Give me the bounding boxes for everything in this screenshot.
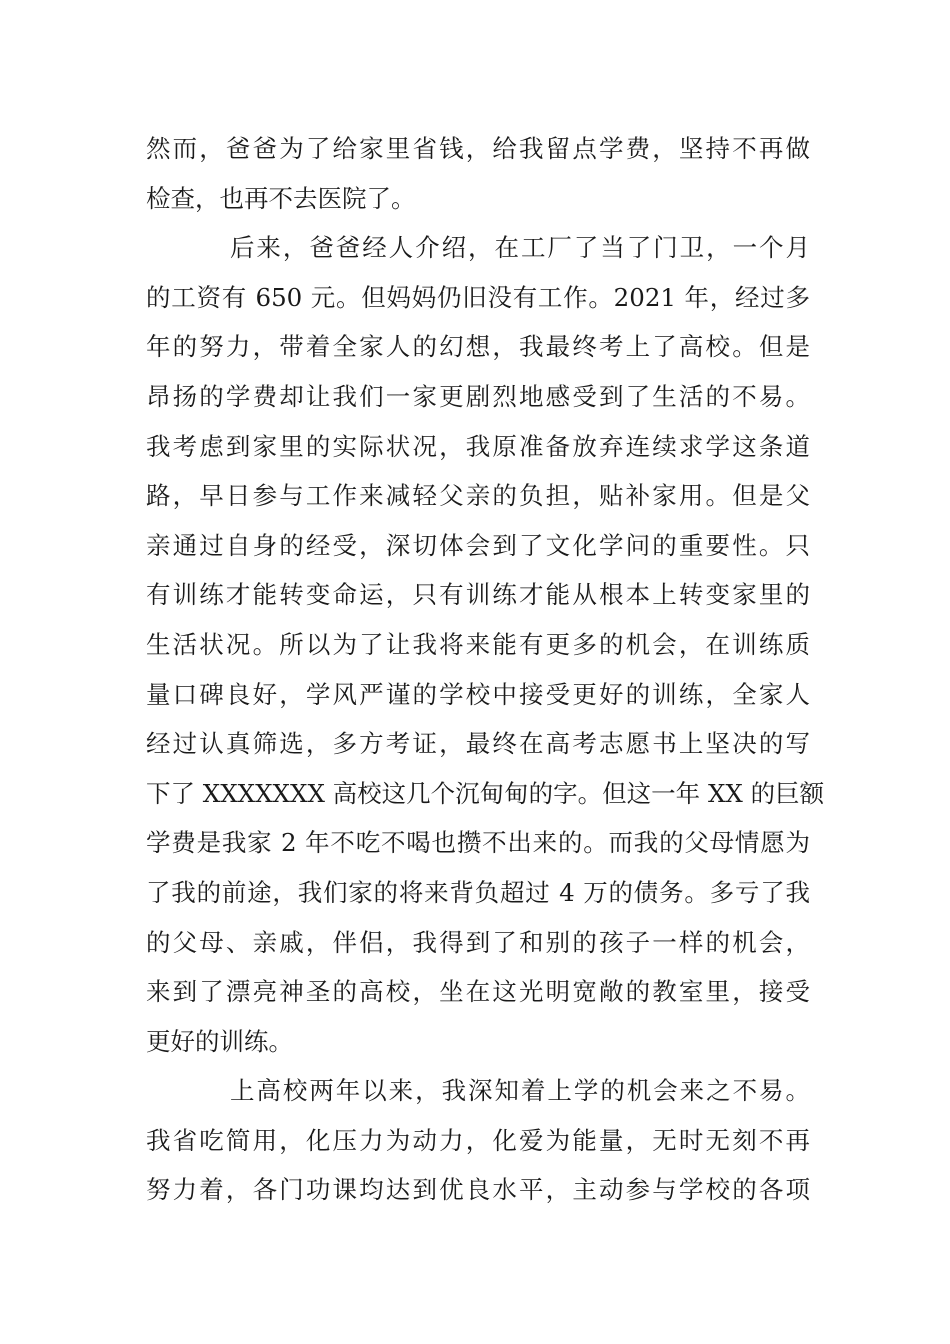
text-line: 来到了漂亮神圣的高校，坐在这光明宽敞的教室里，接受 xyxy=(146,977,810,1007)
document-page xyxy=(146,124,825,1215)
text-line-content: 后来，爸爸经人介绍，在工厂了当了门卫，一个月 xyxy=(228,233,810,263)
paragraph-1 xyxy=(146,124,810,223)
text-line: 年的努力，带着全家人的幻想，我最终考上了高校。但是 xyxy=(146,332,810,362)
text-line: 亲通过自身的经受，深切体会到了文化学问的重要性。只 xyxy=(146,530,810,560)
text-line: 生活状况。所以为了让我将来能有更多的机会，在训练质 xyxy=(146,629,810,659)
text-line: 检查，也再不去医院了。 xyxy=(146,183,416,213)
text-line: 更好的训练。 xyxy=(146,1026,293,1056)
text-line: 经过认真筛选，多方考证，最终在高考志愿书上坚决的写 xyxy=(146,729,810,759)
text-line: 我考虑到家里的实际状况，我原准备放弃连续求学这条道 xyxy=(146,431,810,461)
text-line: 了我的前途，我们家的将来背负超过 4 万的债务。多亏了我 xyxy=(146,877,810,907)
text-line: 下了 XXXXXXX 高校这几个沉甸甸的字。但这一年 XX 的巨额 xyxy=(146,778,825,808)
text-line: 昂扬的学费却让我们一家更剧烈地感受到了生活的不易。 xyxy=(146,381,810,411)
text-line: 量口碑良好，学风严谨的学校中接受更好的训练，全家人 xyxy=(146,679,810,709)
text-line: 然而，爸爸为了给家里省钱，给我留点学费，坚持不再做 xyxy=(146,134,810,163)
text-line: 努力着，各门功课均达到优良水平，主动参与学校的各项 xyxy=(146,1175,810,1205)
text-line: 的工资有 650 元。但妈妈仍旧没有工作。2021 年，经过多 xyxy=(146,282,810,312)
text-line: 路，早日参与工作来减轻父亲的负担，贴补家用。但是父 xyxy=(146,481,810,511)
paragraph-3 xyxy=(146,1066,810,1215)
text-line-indented xyxy=(146,1066,810,1116)
text-line: 有训练才能转变命运，只有训练才能从根本上转变家里的 xyxy=(146,580,810,610)
text-line-indented xyxy=(146,223,810,273)
paragraph-2 xyxy=(146,223,825,1066)
text-line: 我省吃简用，化压力为动力，化爱为能量，无时无刻不再 xyxy=(146,1125,810,1155)
text-line-content: 上高校两年以来，我深知着上学的机会来之不易。 xyxy=(228,1076,810,1106)
text-line: 的父母、亲戚，伴侣，我得到了和别的孩子一样的机会， xyxy=(146,927,810,957)
text-line: 学费是我家 2 年不吃不喝也攒不出来的。而我的父母情愿为 xyxy=(146,828,810,858)
